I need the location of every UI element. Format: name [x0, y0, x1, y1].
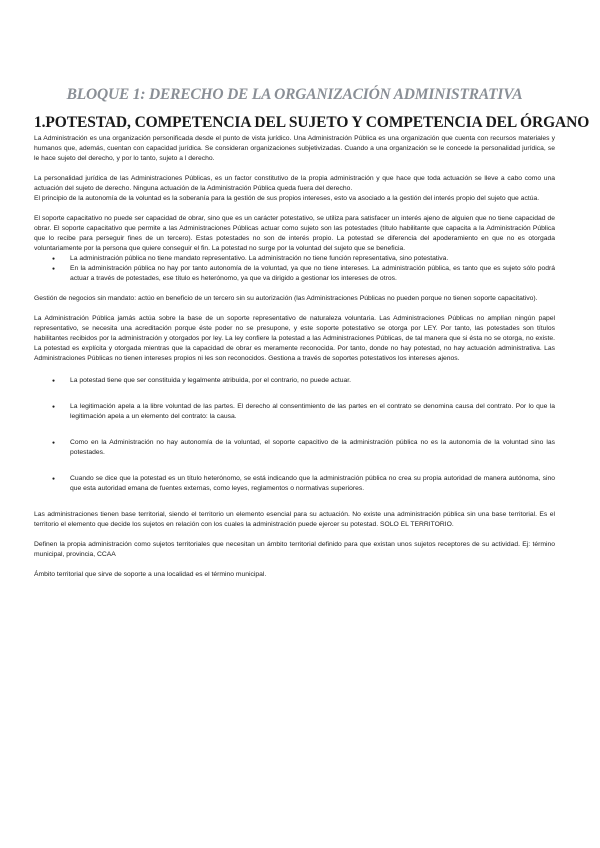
list-item: ● La administración pública no tiene mandato representativo. La administración no tiene función representativa, sino potestativa. — [70, 254, 555, 264]
paragraph-base-territorial: Las administraciones tienen base territorial, siendo el territorio un elemento esencial para su actuación. No existe una administración pública sin una base territorial. Es el territorio el elemento que decide los sujetos en relación con los cuales la administración puede ejercer su potestad. SOLO EL TERRITORIO. — [34, 511, 555, 528]
list-item: ● Cuando se dice que la potestad es un título heterónomo, se está indicando que la administración pública no crea su propia autoridad de manera autónoma, sino que esta autoridad emana de fuentes externas, como leyes, reglamentos o normativas superiores. — [70, 474, 555, 494]
paragraph-sujetos-territoriales: Definen la propia administración como sujetos territoriales que necesitan un ámbito territorial definido para que existan unos sujetos receptores de su actividad. Ej: término municipal, provincia, CCAA — [34, 541, 555, 558]
paragraph-autonomia-voluntad: El principio de la autonomía de la voluntad es la soberanía para la gestión de sus propios intereses, esto va asociado a la gestión del interés propio del sujeto que actúa. — [34, 195, 540, 202]
paragraph-termino-municipal: Ámbito territorial que sirve de soporte a una localidad es el término municipal. — [34, 571, 267, 578]
paragraph-personificacion: La Administración es una organización personificada desde el punto de vista jurídico. Una Administración Pública es una organización que cuenta con recursos materiales y humanos que, además, cuentan con capacidad jurídica. Se consideran organizaciones subjetivizadas. Cuando a una organización se le concede la personalidad jurídica, se le hace sujeto del derecho, y por lo tanto, sujeto a l derecho. — [34, 135, 555, 162]
paragraph-soporte-representativo: La Administración Pública jamás actúa sobre la base de un soporte representativo de naturaleza voluntaria. Las Administraciones Públicas no amplían ningún papel representativo, se necesita una acreditación porque éste poder no se presupone, y este soporte potestativo se otorga por LEY. Por tanto, las potestades son títulos habilitantes recibidos por la administración y otorgados por ley. La ley confiere la potestad a las Administraciones Públicas, de tal manera que si ésta no se otorga, no existe. La potestad es explícita y otorgada mientras que la capacidad de obrar es meramente reconocida. Por tanto, donde no hay potestad, no hay actuación administrativa. Las Administraciones Públicas no tienen intereses propios ni les son reconocidos. Gestiona a través de soportes potestativos los intereses ajenos. — [34, 315, 555, 362]
bullet-list-mandato — [34, 254, 555, 284]
list-item: ● En la administración pública no hay por tanto autonomía de la voluntad, ya que no tiene intereses. La administración pública, es tanto que es sujeto sólo podrá actuar a través de potestades, ese título es heterónomo, ya que va dirigido a gestionar los intereses de otros. — [70, 264, 555, 284]
list-item: ● La potestad tiene que ser constituida y legalmente atribuida, por el contrario, no puede actuar. — [70, 376, 555, 386]
paragraph-gestion-negocios: Gestión de negocios sin mandato: actúo en beneficio de un tercero sin su autorización (las Administraciones Públicas no pueden porque no tienen soporte capacitativo). — [34, 295, 538, 302]
paragraph-personalidad-juridica: La personalidad jurídica de las Administraciones Públicas, es un factor constitutivo de la propia administración y que hace que toda actuación se lleve a cabo como una actuación del sujeto de derecho. Ninguna actuación de la Administración Pública queda fuera del derecho. — [34, 175, 555, 192]
bloque-title: BLOQUE 1: DERECHO DE LA ORGANIZACIÓN ADMINISTRATIVA — [66, 86, 523, 103]
bullet-list-potestad — [34, 376, 555, 494]
list-item: ● Como en la Administración no hay autonomía de la voluntad, el soporte capacitivo de la administración pública no es la autonomía de la voluntad sino las potestades. — [70, 438, 555, 458]
section-title: 1.POTESTAD, COMPETENCIA DEL SUJETO Y COMPETENCIA DEL ÓRGANO — [34, 114, 590, 131]
paragraph-soporte-capacitativo: El soporte capacitativo no puede ser capacidad de obrar, sino que es un carácter potestativo, se utiliza para satisfacer un interés ajeno de alguien que no tiene capacidad de obrar. El soporte capacitativo que permite a las Administraciones Públicas actuar como sujeto son las potestades (título habilitante que capacita a la Administración Pública que lo recibe para perseguir fines de un tercero). Estas potestades no son de interés propio. La potestad se diferencia del apoderamiento en que no es otorgada voluntariamente por la persona que quiere conseguir el fin. La potestad no surge por la voluntad del sujeto que se beneficia. — [34, 215, 555, 252]
list-item: ● La legitimación apela a la libre voluntad de las partes. El derecho al consentimiento de las partes en el contrato se denomina causa del contrato. Por lo que la legitimación apela a un elemento del contrato: la causa. — [70, 402, 555, 422]
